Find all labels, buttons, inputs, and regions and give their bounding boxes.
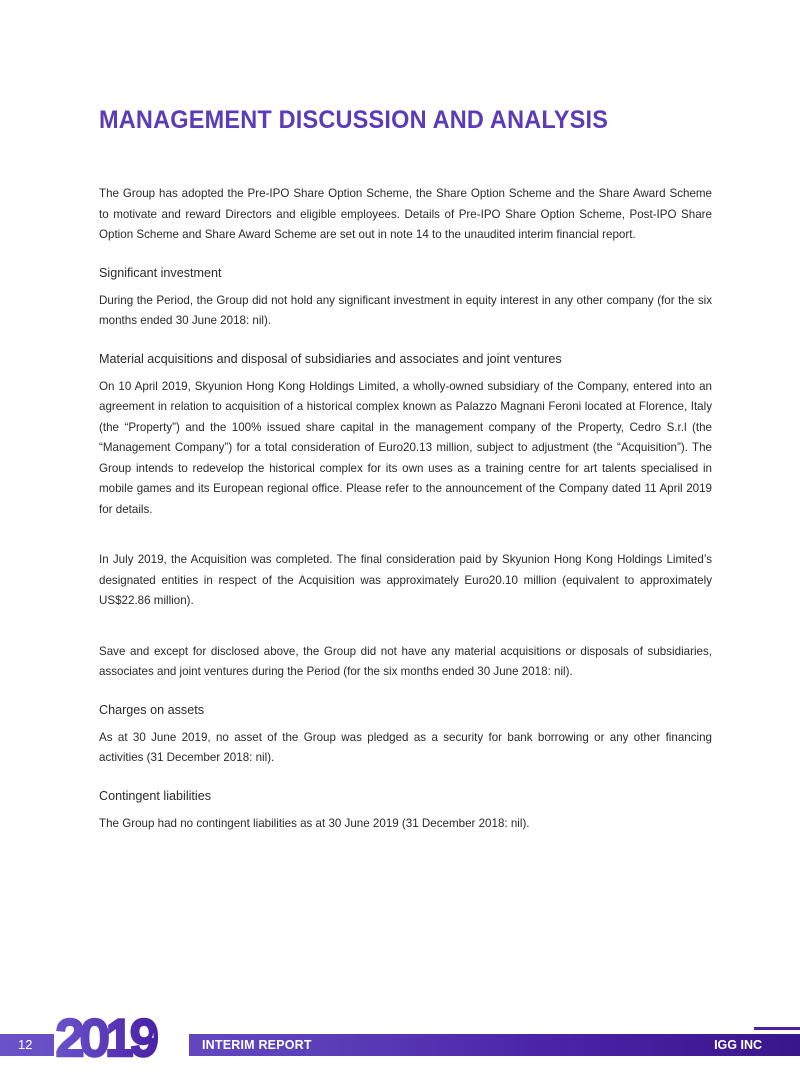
material-acquisitions-paragraph-3: Save and except for disclosed above, the Group did not have any material acquisitions or disposals of subsidiaries, associates and joint ventures during the Period (for the six months ended 30 June 2018: nil). — [99, 644, 712, 678]
charges-on-assets-heading: Charges on assets — [99, 702, 205, 717]
document-body — [99, 184, 712, 852]
material-acquisitions-paragraph-1: On 10 April 2019, Skyunion Hong Kong Holdings Limited, a wholly-owned subsidiary of the Company, entered into an agreement in relation to acquisition of a historical complex known as Palazzo Magnani Feroni located at Florence, Italy (the “Property”) and the 100% issued share capital in the management company of the Property, Cedro S.r.l (the “Management Company”) for a total consideration of Euro20.13 million, subject to adjustment (the “Acquisition”). The Group intends to redevelop the historical complex for its own uses as a training centre for art talents specialised in mobile games and its European regional office. Please refer to the announcement of the Company dated 11 April 2019 for details. — [99, 379, 712, 516]
company-label: IGG INC — [714, 1038, 762, 1052]
footer-accent-line — [754, 1027, 800, 1030]
contingent-liabilities-paragraph: The Group had no contingent liabilities as at 30 June 2019 (31 December 2018: nil). — [99, 816, 530, 830]
page-number: 12 — [18, 1037, 33, 1052]
charges-on-assets-paragraph: As at 30 June 2019, no asset of the Group was pledged as a security for bank borrowing or any other financing activities (31 December 2018: nil). — [99, 730, 712, 764]
material-acquisitions-heading: Material acquisitions and disposal of subsidiaries and associates and joint ventures — [99, 351, 562, 366]
year-logo-text: 2019 — [56, 1010, 156, 1062]
year-logo-graphic — [54, 1010, 189, 1062]
contingent-liabilities-heading: Contingent liabilities — [99, 788, 212, 803]
page-title: MANAGEMENT DISCUSSION AND ANALYSIS — [99, 106, 609, 134]
significant-investment-heading: Significant investment — [99, 265, 222, 280]
report-label: INTERIM REPORT — [202, 1038, 312, 1052]
material-acquisitions-paragraph-2: In July 2019, the Acquisition was completed. The final consideration paid by Skyunion Hong Kong Holdings Limited’s designated entities in respect of the Acquisition was approximately Euro20.10 million (equivalent to approximately US$22.86 million). — [99, 553, 712, 607]
intro-paragraph: The Group has adopted the Pre-IPO Share Option Scheme, the Share Option Scheme and the Share Award Scheme to motivate and reward Directors and eligible employees. Details of Pre-IPO Share Option Scheme, Post-IPO Share Option Scheme and Share Award Scheme are set out in note 14 to the unaudited interim financial report. — [99, 187, 712, 241]
page-footer — [0, 1010, 800, 1085]
year-logo — [54, 1010, 189, 1062]
significant-investment-paragraph: During the Period, the Group did not hold any significant investment in equity interest in any other company (for the six months ended 30 June 2018: nil). — [99, 293, 712, 327]
